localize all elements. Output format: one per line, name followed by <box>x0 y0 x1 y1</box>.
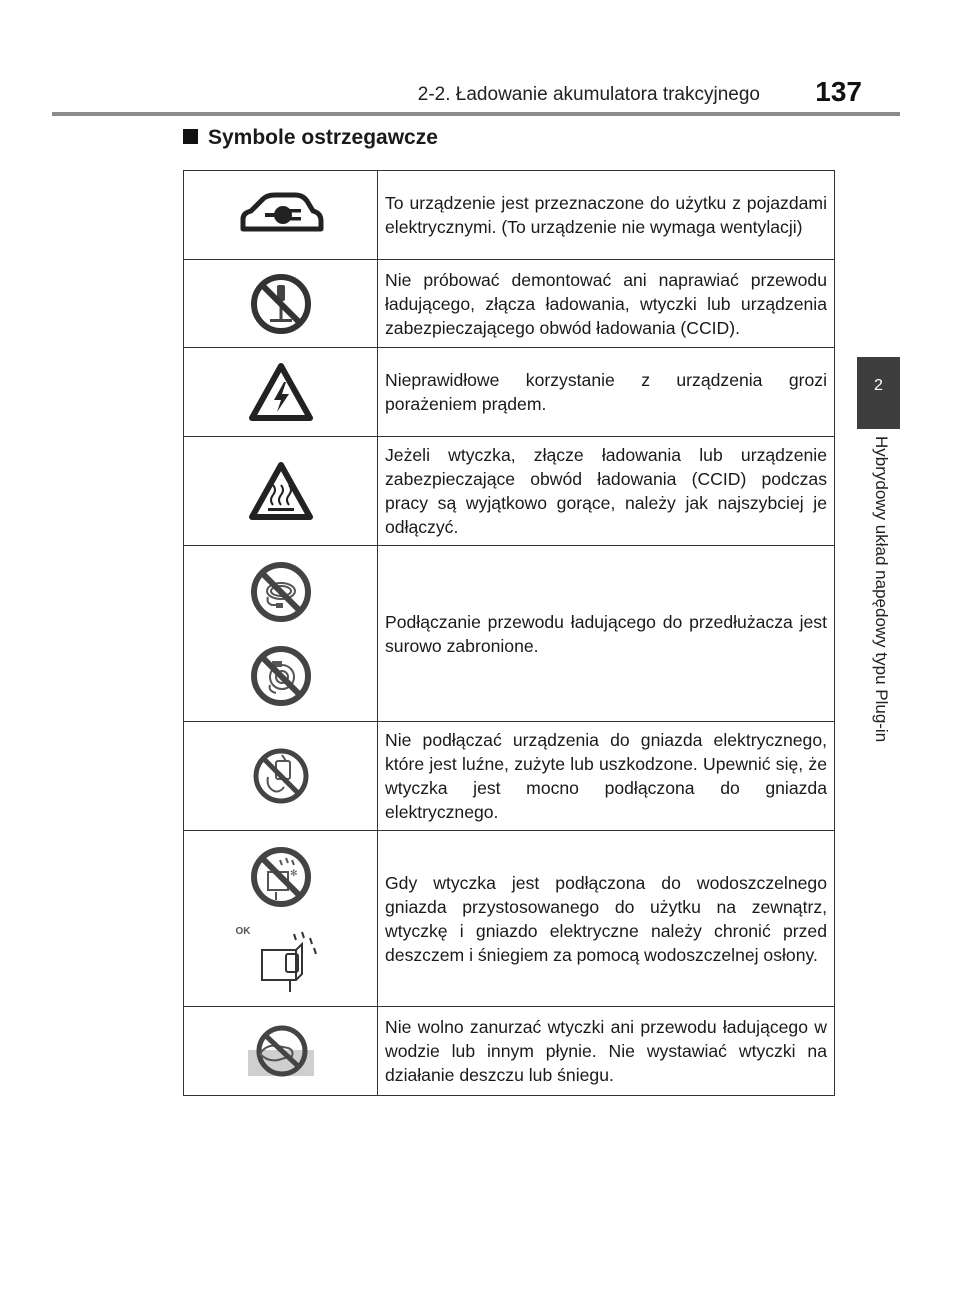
running-header: 2-2. Ładowanie akumulatora trakcyjnego <box>417 84 760 105</box>
covered-waterproof-socket-icon <box>248 926 326 992</box>
warning-text: Jeżeli wtyczka, złącze ładowania lub urządzenie zabezpieczające obwód ładowania (CCID) podczas pracy są wyjątkowo gorące, należy jak najszybciej je odłączyć. <box>378 437 835 546</box>
icon-cell <box>184 348 378 437</box>
ok-example <box>236 926 326 992</box>
table-row <box>184 260 835 348</box>
icon-cell <box>184 722 378 831</box>
section-title-text: Symbole ostrzegawcze <box>208 126 438 149</box>
icon-cell <box>184 831 378 1007</box>
electric-car-plug-icon <box>237 191 325 239</box>
icon-cell <box>184 1007 378 1096</box>
table-row <box>184 1007 835 1096</box>
no-submerge-plug-icon <box>246 1024 316 1078</box>
chapter-tab: 2 <box>857 357 900 429</box>
electric-shock-warning-icon <box>248 362 314 422</box>
header-rule <box>52 112 900 116</box>
table-row <box>184 437 835 546</box>
no-cord-reel-icon <box>250 645 312 707</box>
section-title <box>183 126 438 150</box>
table-row <box>184 546 835 722</box>
no-loose-socket-icon <box>252 747 310 805</box>
warning-text: To urządzenie jest przeznaczone do użytku z pojazdami elektrycznymi. (To urządzenie nie wymaga wentylacji) <box>378 171 835 260</box>
warning-text: Nieprawidłowe korzystanie z urządzenia grozi porażeniem prądem. <box>378 348 835 437</box>
table-row <box>184 722 835 831</box>
no-extension-cord-icon <box>250 561 312 623</box>
icon-cell <box>184 260 378 348</box>
square-bullet-icon <box>183 129 198 144</box>
warning-text: Nie podłączać urządzenia do gniazda elektrycznego, które jest luźne, zużyte lub uszkodzone. Upewnić się, że wtyczka jest mocno podłączona do gniazda elektrycznego. <box>378 722 835 831</box>
warning-symbols-table <box>183 170 835 1096</box>
table-row <box>184 831 835 1007</box>
warning-text: Nie próbować demontować ani naprawiać przewodu ładującego, złącza ładowania, wtyczki lub urządzenia zabezpieczającego obwód ładowania (CCID). <box>378 260 835 348</box>
svg-text:✻: ✻ <box>289 868 298 879</box>
page-number: 137 <box>815 76 862 107</box>
table-row <box>184 348 835 437</box>
warning-text: Gdy wtyczka jest podłączona do wodoszczelnego gniazda przystosowanego do użytku na zewnątrz, wtyczkę i gniazdo elektryczne należy chronić przed deszczem i śniegiem za pomocą wodoszczelnej osłony. <box>378 831 835 1007</box>
icon-cell <box>184 171 378 260</box>
icon-cell <box>184 546 378 722</box>
chapter-side-text: Hybrydowy układ napędowy typu Plug-in <box>872 436 891 743</box>
warning-text: Podłączanie przewodu ładującego do przedłużacza jest surowo zabronione. <box>378 546 835 722</box>
no-uncovered-socket-icon <box>250 846 312 908</box>
ok-label: OK <box>235 925 251 937</box>
icon-cell <box>184 437 378 546</box>
hot-surface-warning-icon <box>248 461 314 521</box>
no-screwdriver-icon <box>250 273 312 335</box>
warning-text: Nie wolno zanurzać wtyczki ani przewodu ładującego w wodzie lub innym płynie. Nie wystawiać wtyczki na działanie deszczu lub śniegu. <box>378 1007 835 1096</box>
table-row <box>184 171 835 260</box>
